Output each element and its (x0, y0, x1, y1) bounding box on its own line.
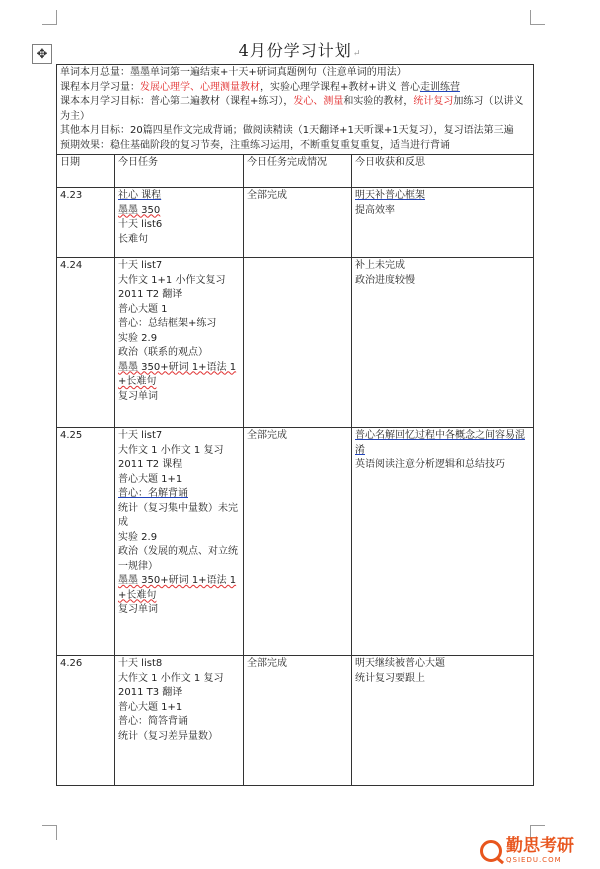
textbook-highlight-2: 统计复习 (413, 96, 454, 107)
summary-line-course: 课程本月学习量：发展心理学、心理测量教材，实验心理学课程+教材+讲义 普心走训练营 (60, 81, 460, 93)
task-item: 大作文 1 小作文 1 复习 (118, 672, 224, 684)
task-item: 十天 list7 (118, 430, 163, 441)
status-cell[interactable]: 全部完成 (244, 428, 352, 656)
task-item: 2011 T2 翻译 (118, 289, 183, 300)
task-item: 实验 2.9 (118, 332, 158, 344)
reflection-item: 补上未完成 (355, 260, 405, 271)
textbook-highlight-1: 发心、测量 (293, 96, 344, 107)
header-tasks[interactable]: 今日任务 (115, 155, 244, 188)
task-item: 长难句 (118, 233, 148, 245)
summary-line-textbook: 课本本月学习目标：普心第二遍教材（课程+练习），发心、测量和实验的教材，统计复习加练习（以讲义为主） (60, 96, 524, 122)
task-item: 普心：总结框架+练习 (118, 318, 217, 329)
task-item: 2011 T3 翻译 (118, 687, 183, 698)
date-cell[interactable]: 4.26 (57, 656, 115, 786)
task-item: 复习单词 (118, 390, 158, 402)
task-item: 大作文 1 小作文 1 复习 (118, 444, 224, 456)
summary-row (57, 65, 534, 155)
header-status[interactable]: 今日任务完成情况 (244, 155, 352, 188)
crop-mark-top-left (42, 10, 57, 25)
reflection-item: 明天继续被普心大题 (355, 658, 445, 669)
reflection-cell[interactable] (352, 188, 534, 258)
task-item: 大作文 1+1 小作文复习 (118, 274, 226, 286)
task-item: 政治（联系的观点） (118, 347, 208, 358)
course-underline: 走训练营 (419, 81, 460, 93)
table-move-handle-icon[interactable]: ✥ (32, 44, 52, 64)
task-item: 普心大题 1 (118, 303, 168, 315)
date-cell[interactable]: 4.24 (57, 258, 115, 428)
task-item: 普心：名解背诵 (118, 488, 188, 499)
brand-name: 勤思考研 (506, 836, 574, 856)
header-date[interactable]: 日期 (57, 155, 115, 188)
status-cell[interactable] (244, 258, 352, 428)
task-item: 统计（复习差异量数） (118, 730, 218, 742)
crop-mark-top-right (530, 10, 545, 25)
task-item: 实验 2.9 (118, 531, 158, 543)
paragraph-mark-icon: ↵ (352, 49, 362, 59)
summary-cell[interactable] (57, 65, 534, 155)
task-item: 复习单词 (118, 604, 158, 615)
task-item: 墨墨 350+研词 1+语法 1+长难句 (118, 361, 237, 387)
reflection-cell[interactable] (352, 656, 534, 786)
crop-mark-bottom-left (42, 825, 57, 840)
table-row (57, 188, 534, 258)
summary-line-expected: 预期效果：稳住基础阶段的复习节奏，注重练习运用，不断重复重复重复，适当进行背诵 (60, 139, 450, 151)
task-item: 十天 list7 (118, 260, 163, 271)
summary-line-other: 其他本月目标：20篇四星作文完成背诵；做阅读精读（1天翻译+1天听课+1天复习），复习语法第三遍 (60, 125, 514, 136)
reflection-cell[interactable] (352, 258, 534, 428)
task-item: 政治（发展的观点、对立统一规律） (118, 546, 238, 572)
course-highlight: 发展心理学、心理测量教材 (140, 81, 260, 93)
task-item: 墨墨 350+研词 1+语法 1+长难句 (118, 575, 237, 601)
summary-line-vocab: 单词本月总量：墨墨单词第一遍结束+十天+研词真题例句（注意单词的用法） (60, 67, 407, 78)
task-item: 社心 课程 (118, 190, 162, 201)
title-text: 4月份学习计划 (238, 41, 352, 60)
task-item: 十天 list8 (118, 658, 163, 669)
reflection-cell[interactable] (352, 428, 534, 656)
table-row (57, 258, 534, 428)
tasks-cell[interactable] (115, 656, 244, 786)
reflection-item: 明天补普心框架 (355, 190, 425, 201)
task-item: 普心大题 1+1 (118, 473, 183, 485)
date-cell[interactable]: 4.25 (57, 428, 115, 656)
reflection-item: 政治进度较慢 (355, 274, 415, 286)
reflection-item: 英语阅读注意分析逻辑和总结技巧 (355, 459, 505, 470)
brand-domain: QSIEDU.COM (506, 856, 562, 864)
page-title (0, 38, 600, 61)
study-plan-table (56, 64, 534, 786)
task-item: 2011 T2 课程 (118, 459, 183, 470)
tasks-cell[interactable] (115, 428, 244, 656)
table-row (57, 428, 534, 656)
task-item: 统计（复习集中量数）未完成 (118, 502, 238, 528)
task-item: 普心大题 1+1 (118, 701, 183, 713)
task-item: 墨墨 350 (118, 204, 161, 216)
header-reflection[interactable]: 今日收获和反思 (352, 155, 534, 188)
reflection-item: 统计复习要跟上 (355, 672, 425, 684)
magnifier-logo-icon (480, 840, 502, 862)
brand-logo[interactable] (480, 835, 598, 867)
status-cell[interactable]: 全部完成 (244, 188, 352, 258)
reflection-item: 提高效率 (355, 204, 395, 216)
status-cell[interactable]: 全部完成 (244, 656, 352, 786)
table-row (57, 656, 534, 786)
date-cell[interactable]: 4.23 (57, 188, 115, 258)
reflection-item: 普心名解回忆过程中各概念之间容易混淆 (355, 430, 525, 456)
tasks-cell[interactable] (115, 188, 244, 258)
task-item: 普心：简答背诵 (118, 716, 188, 727)
header-row (57, 155, 534, 188)
tasks-cell[interactable] (115, 258, 244, 428)
task-item: 十天 list6 (118, 219, 163, 230)
